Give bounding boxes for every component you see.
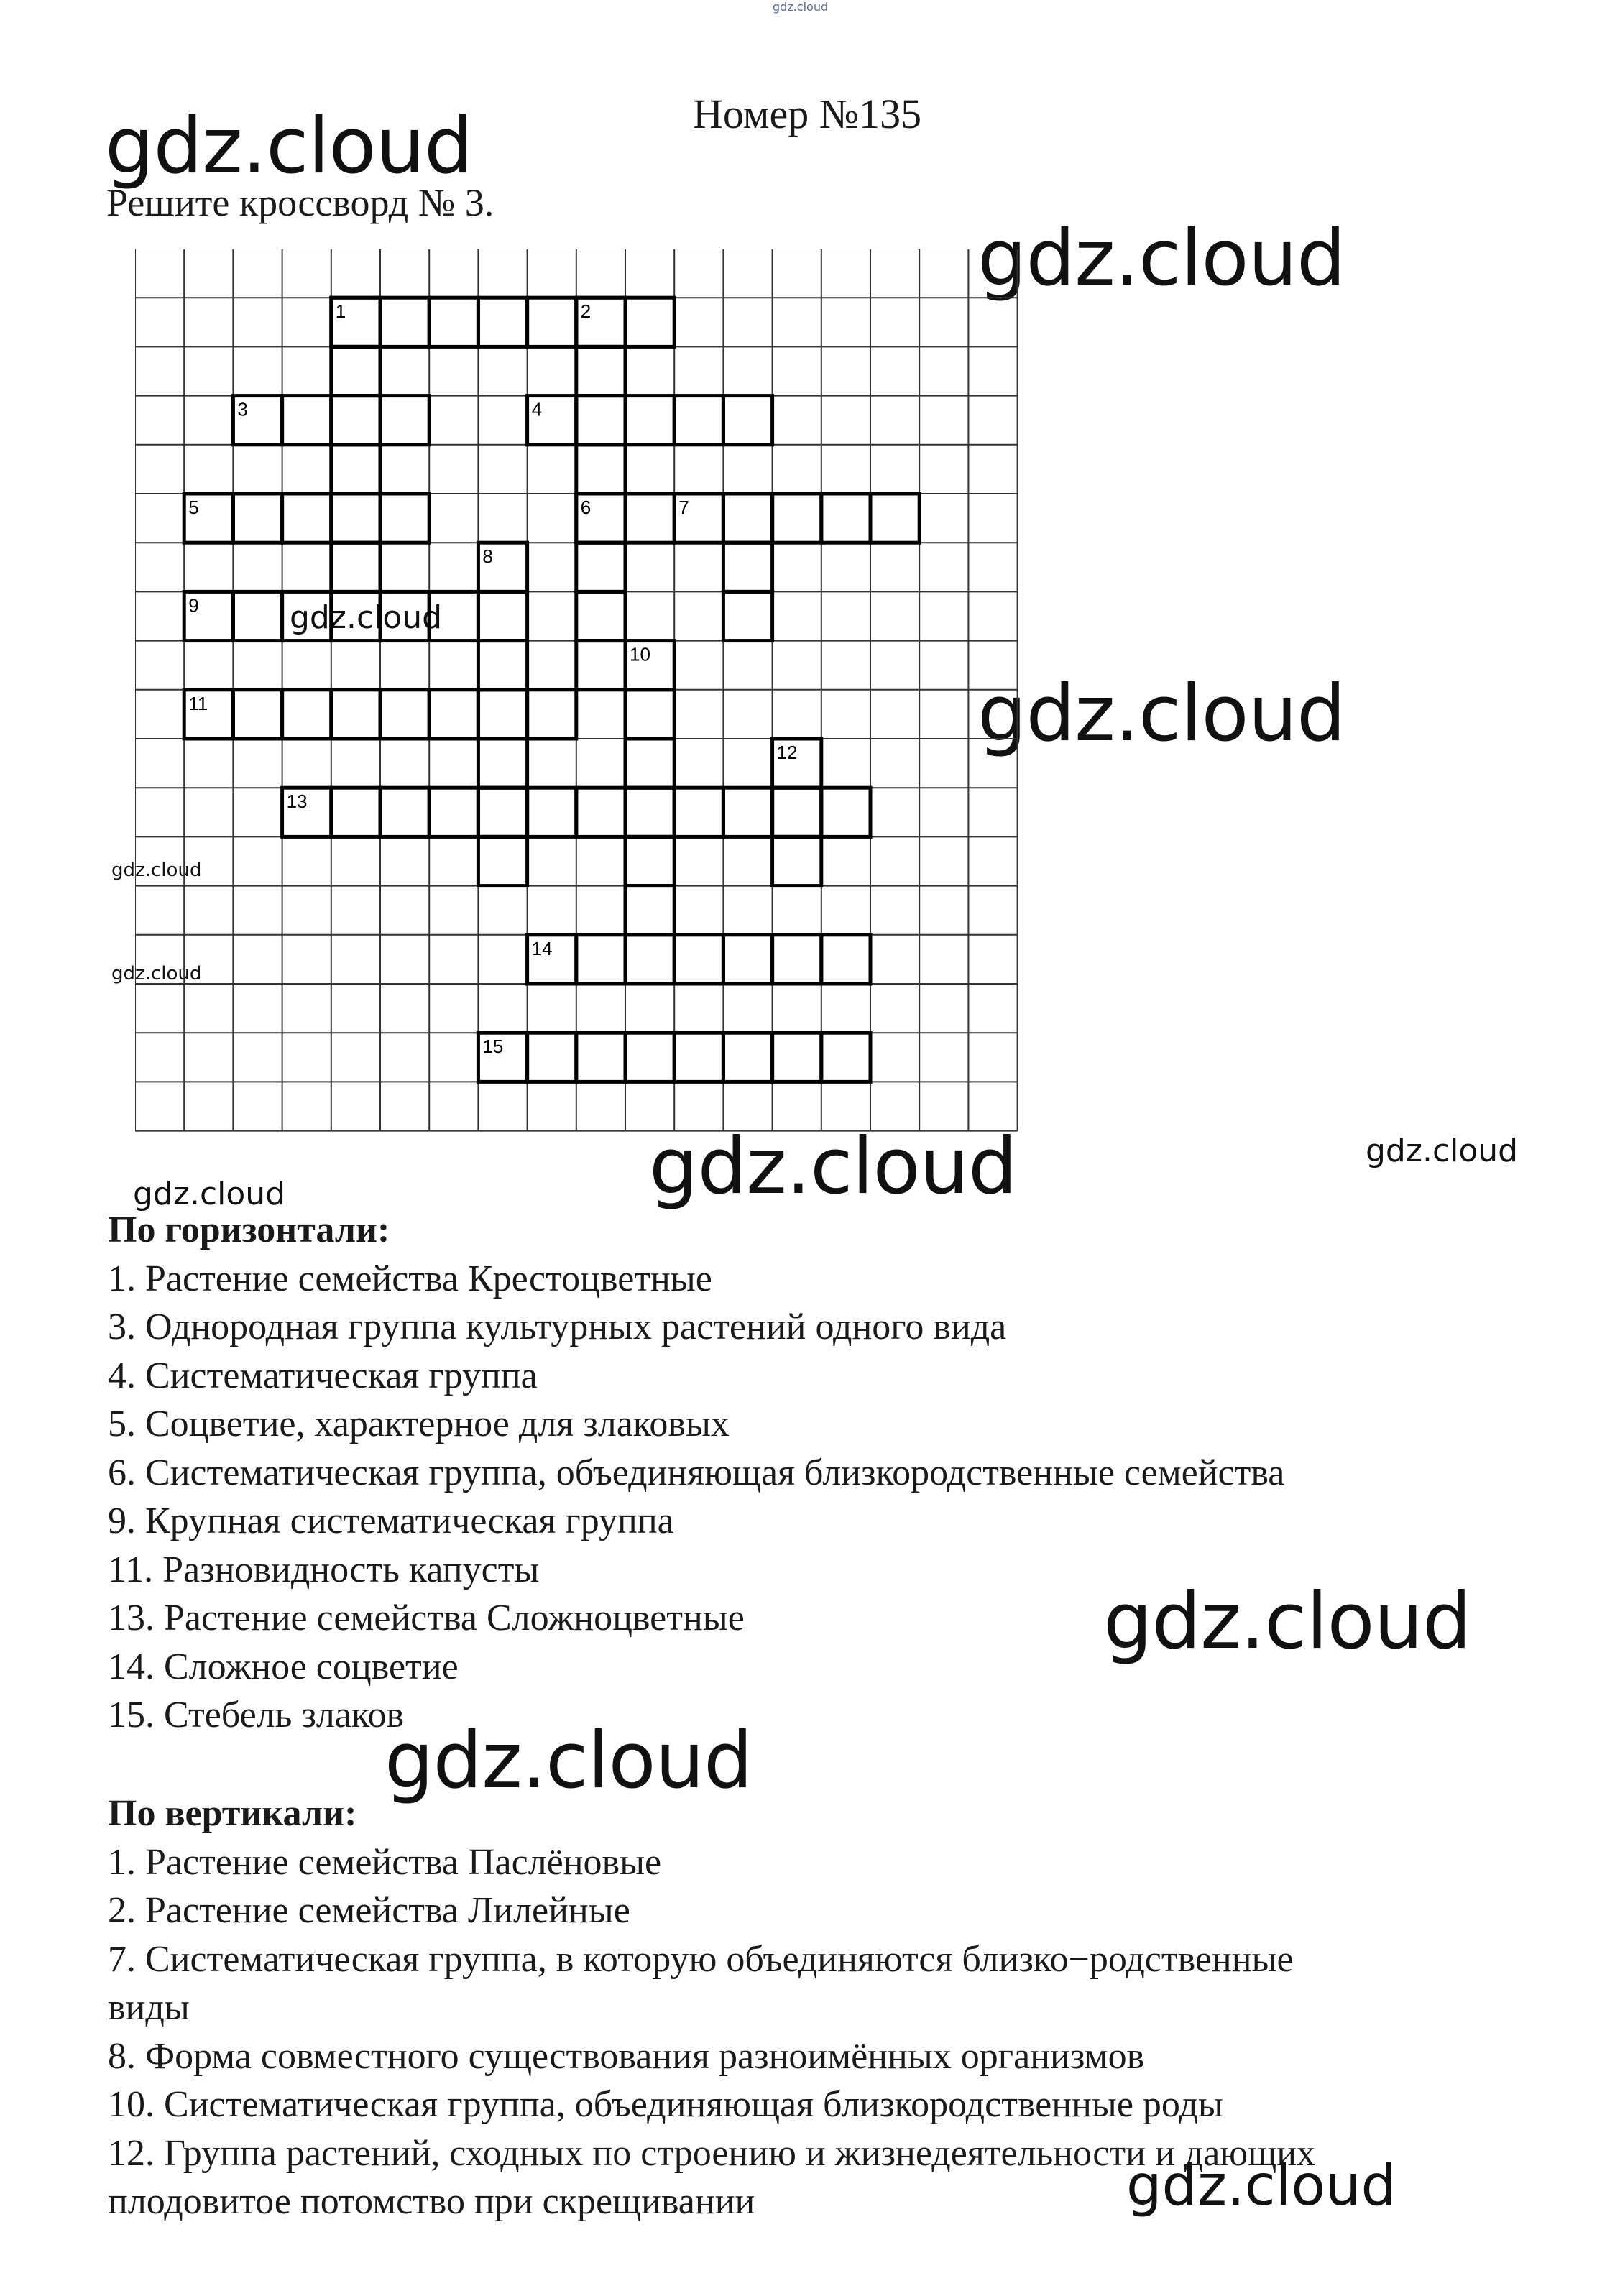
answer-cell [576,935,625,984]
clue-item: 7. Систематическая группа, в которую объединяются близко−родственные [108,1938,1294,1980]
answer-cell [331,690,380,739]
answer-cell [331,346,380,395]
clue-item: 8. Форма совместного существования разноимённых организмов [108,2035,1145,2077]
watermark-large: gdz.cloud [385,1716,753,1806]
answer-cell [723,494,772,543]
answer-cell [723,396,772,445]
answer-cell [528,298,576,346]
clue-item: 10. Систематическая группа, объединяющая близкородственные роды [108,2084,1223,2125]
answer-cell [576,543,625,591]
answer-cell [282,591,331,640]
answer-cell [528,1033,576,1082]
answer-cell [723,494,772,543]
answer-cell [478,739,527,788]
answer-cell [576,1033,625,1082]
answer-cell [233,690,282,739]
answer-cell [380,591,429,640]
answer-cell [282,690,331,739]
clue-item: 3. Однородная группа культурных растений одного вида [108,1306,1007,1347]
clue-item: 1. Растение семейства Паслёновые [108,1841,662,1883]
task-text: Решите кроссворд № 3. [106,181,494,224]
answer-cell [478,591,527,640]
answer-cell [625,836,674,885]
clue-number: 14 [531,937,553,959]
watermark-small: gdz.cloud [1366,1133,1519,1169]
vertical-clues [108,1789,1545,2226]
answer-cell [773,788,821,836]
answer-cell [821,788,870,836]
clue-number: 11 [188,692,208,714]
clue-number: 8 [482,545,493,568]
watermark-large: gdz.cloud [105,101,473,191]
answer-cell [625,886,674,935]
answer-cell [723,788,772,836]
clue-number: 3 [237,398,248,420]
clue-number: 4 [531,398,543,420]
answer-cell [478,690,527,739]
answer-cell [478,788,527,836]
answer-cell [870,494,919,543]
clue-item: 15. Стебель злаков [108,1695,405,1735]
watermark-large: gdz.cloud [649,1122,1017,1212]
clue-number: 2 [580,300,592,323]
clue-number: 13 [286,790,308,813]
clue-number: 6 [580,497,592,518]
answer-cell [674,396,723,445]
answer-cell [773,836,821,885]
answer-cell [429,591,478,640]
watermark-small: gdz.cloud [133,1176,286,1212]
answer-cell [380,494,429,543]
answer-cell [576,641,625,690]
horizontal-heading: По горизонтали: [108,1209,390,1250]
clue-item: 13. Растение семейства Сложноцветные [108,1597,745,1638]
answer-cell [773,788,821,836]
clue-item: виды [108,1987,190,2028]
answer-cell [331,396,380,445]
watermark-xsmall: gdz.cloud [111,963,202,985]
clue-item: 1. Растение семейства Крестоцветные [108,1258,712,1299]
answer-cell [528,690,576,739]
answer-cell [625,494,674,543]
clue-number: 1 [335,300,346,323]
answer-cell [282,396,331,445]
clue-item: 4. Систематическая группа [108,1355,538,1396]
answer-cell [478,298,527,346]
watermark-small: gdz.cloud [290,599,443,636]
answer-cell [429,788,478,836]
clue-item: 2. Растение семейства Лилейные [108,1890,630,1931]
vertical-heading: По вертикали: [108,1793,357,1834]
answer-cell [723,1033,772,1082]
answer-cell [674,1033,723,1082]
answer-cell [233,591,282,640]
page-title: Номер №135 [693,91,922,137]
answer-cell [331,445,380,494]
answer-cell [625,690,674,739]
answer-cell [625,788,674,836]
answer-cell [478,690,527,739]
answer-cell [821,494,870,543]
answer-cell [331,591,380,640]
answer-cell [773,935,821,984]
answer-cell [821,1033,870,1082]
answer-cell [380,788,429,836]
answer-cell [625,788,674,836]
watermark-xsmall: gdz.cloud [111,859,202,881]
clue-item: 5. Соцветие, характерное для злаковых [108,1403,730,1444]
answer-cell [380,690,429,739]
answer-cell [674,788,723,836]
answer-cell [723,935,772,984]
answer-cell [723,591,772,640]
watermark-large: gdz.cloud [977,669,1345,759]
clue-number: 10 [630,643,650,665]
answer-cell [380,298,429,346]
answer-cell [429,298,478,346]
answer-cell [576,591,625,640]
clue-item: плодовитое потомство при скрещивании [108,2181,755,2222]
clue-item: 12. Группа растений, сходных по строению и жизнедеятельности и дающих [108,2132,1316,2174]
answer-cell [478,641,527,690]
clue-item: 9. Крупная систематическая группа [108,1500,674,1541]
answer-cell [723,543,772,591]
clue-number: 5 [188,497,199,518]
answer-cell [625,396,674,445]
clue-item: 6. Систематическая группа, объединяющая близкородственные семейства [108,1452,1285,1493]
answer-cell [576,788,625,836]
answer-cell [576,445,625,494]
answer-cell [282,494,331,543]
answer-cell [233,494,282,543]
answer-cell [625,739,674,788]
answer-cell [331,788,380,836]
answer-cell [576,396,625,445]
clue-number: 9 [188,594,199,617]
crossword-grid [135,249,1026,1143]
answer-cell [331,494,380,543]
clue-number: 12 [776,742,798,763]
answer-cell [773,1033,821,1082]
horizontal-clues [108,1206,1545,1740]
answer-cell [380,396,429,445]
watermark-tiny: gdz.cloud [773,0,829,14]
answer-cell [625,298,674,346]
answer-cell [625,1033,674,1082]
watermark-medium: gdz.cloud [1126,2154,1396,2218]
answer-cell [478,788,527,836]
answer-cell [773,494,821,543]
answer-cell [478,836,527,885]
clue-number: 7 [678,497,689,518]
clue-item: 14. Сложное соцветие [108,1646,459,1687]
answer-cell [331,396,380,445]
answer-cell [576,346,625,395]
answer-cell [625,935,674,984]
answer-cell [429,690,478,739]
answer-cell [331,494,380,543]
clue-number: 15 [482,1036,504,1058]
clue-item: 11. Разновидность капусты [108,1549,540,1590]
watermark-large: gdz.cloud [977,213,1345,303]
answer-cell [821,935,870,984]
answer-cell [528,788,576,836]
answer-cell [674,935,723,984]
answer-cell [331,543,380,591]
watermark-large: gdz.cloud [1103,1577,1471,1666]
answer-cell [576,396,625,445]
